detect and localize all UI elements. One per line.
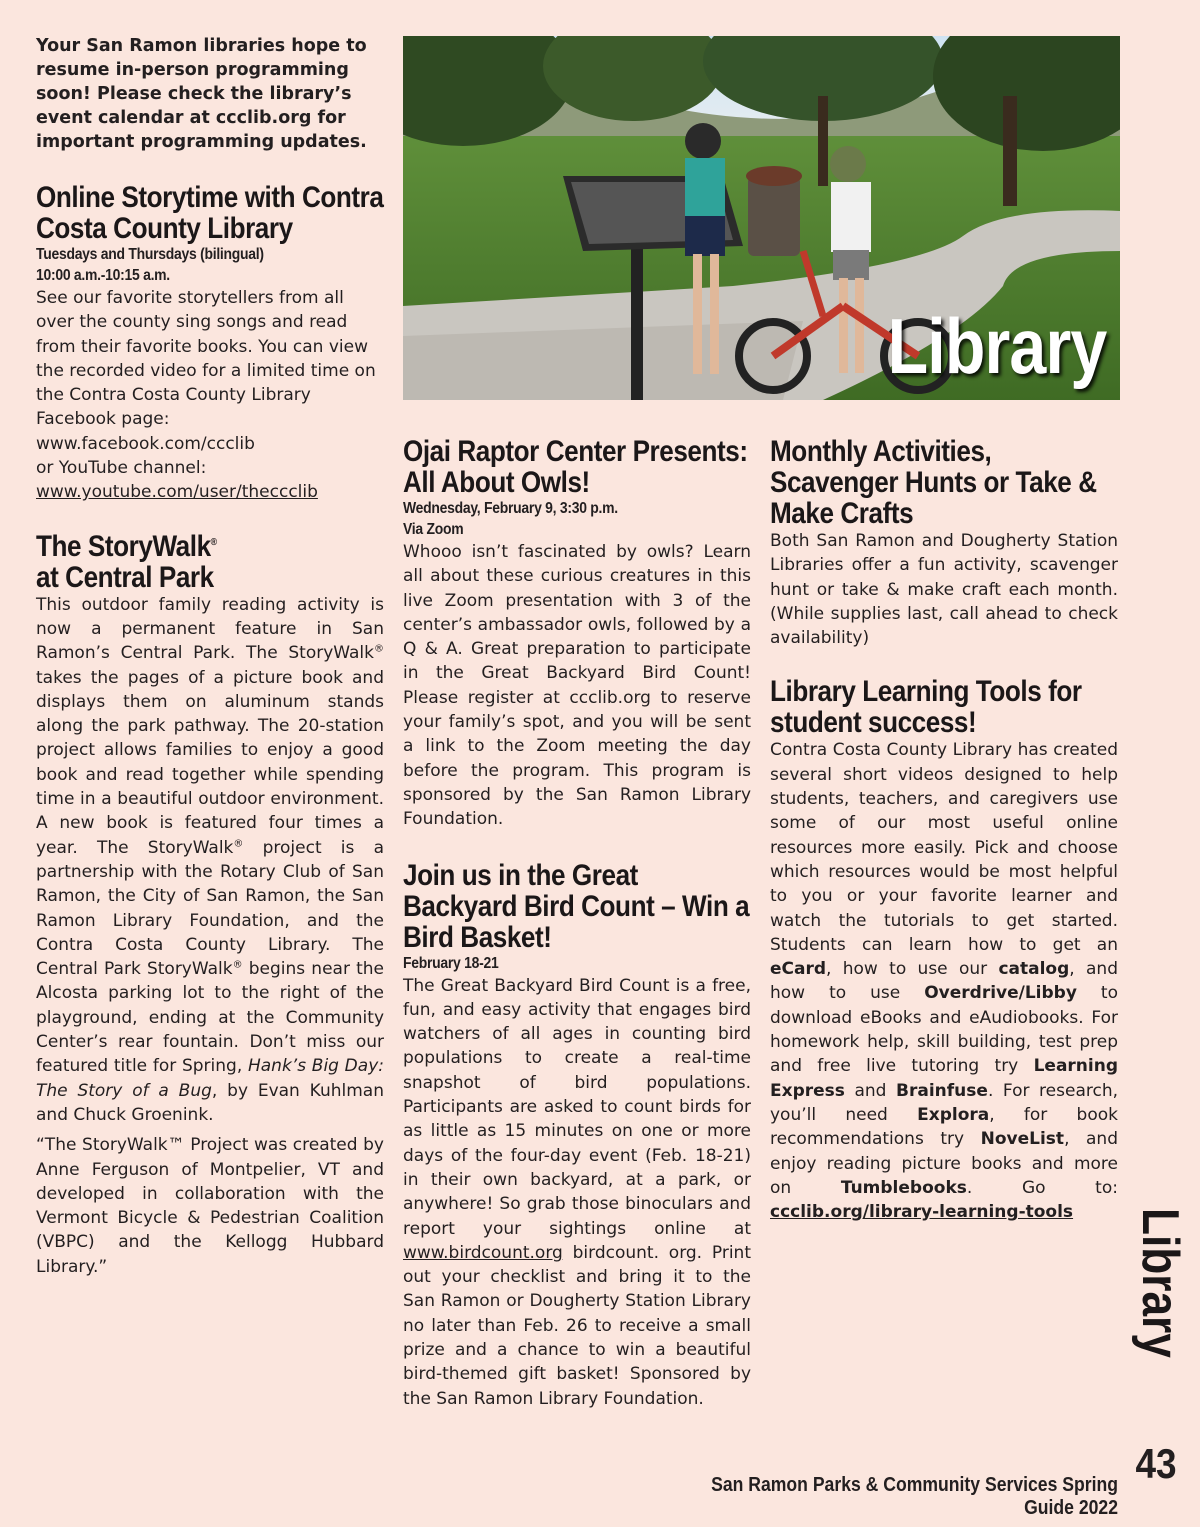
storywalk-text-2: takes the pages of a picture book and displays them on aluminum stands along the park pathway. The 20-station project allows families to enjoy a good book and read together while spending time in a beautiful outdoor environment. A new book is featured four times a year. The StoryWalk <box>36 667 384 858</box>
storywalk-quote: “The StoryWalk™ Project was created by Anne Ferguson of Montpelier, VT and developed in collaboration with the Vermont Bicycle & Pedestrian Coalition (VBPC) and the Kellogg Hubbard Library.” <box>36 1135 384 1277</box>
page-number: 43 <box>1135 1440 1177 1487</box>
storywalk-heading-reg: ® <box>210 536 217 548</box>
owls-date: Wednesday, February 9, 3:30 p.m. <box>403 500 618 517</box>
storywalk-section <box>36 531 384 1279</box>
learning-tools-link[interactable]: ccclib.org/library-learning-tools <box>770 1202 1074 1223</box>
intro-notice: Your San Ramon libraries hope to resume in-person programming soon! Please check the library’s event calendar at ccclib.org for important programming updates. <box>36 36 367 152</box>
novelist-term: NoveList <box>980 1129 1065 1150</box>
photo-title: Library <box>887 302 1106 390</box>
overdrive-term: Overdrive/Libby <box>924 983 1077 1004</box>
storytime-section <box>36 182 384 505</box>
reg-mark: ® <box>233 837 244 849</box>
tools-text: Contra Costa County Library has created several short videos designed to help students, teachers, and caregivers use some of our most useful online resources more easily. Pick and choose which resources would be most helpful to you or your favorite learner and watch the tutorials to get started. Students can learn how to get an <box>770 740 1118 955</box>
storytime-text: See our favorite storytellers from all over the county sing songs and read from their favorite books. You can view the recorded video for a limited time on the Contra Costa County Library Facebook page: www.facebook.com/ccclib <box>36 288 376 454</box>
explora-term: Explora <box>917 1104 990 1125</box>
birdcount-date: February 18-21 <box>403 954 499 972</box>
tools-text: and <box>844 1080 897 1101</box>
header-photo <box>403 36 1120 400</box>
ecard-term: eCard <box>770 959 827 980</box>
monthly-body: Both San Ramon and Dougherty Station Libraries offer a fun activity, scavenger hunt or take & make craft each month. (While supplies last, call ahead to check availability) <box>770 531 1118 649</box>
birdcount-text-2: birdcount. org. Print out your checklist and bring it to the San Ramon or Dougherty Station Library no later than Feb. 26 to receive a small prize and a chance to win a beautiful bird-themed gift basket! Sponsored by the San Ramon Library Foundation. <box>403 1242 751 1409</box>
owls-heading: Ojai Raptor Center Presents: All About Owls! <box>403 435 748 499</box>
birdcount-body <box>403 974 751 1411</box>
storywalk-text-5: , by Evan Kuhlman and Chuck Groenink. <box>36 1080 384 1125</box>
tools-section <box>770 676 1118 1224</box>
owls-venue: Via Zoom <box>403 521 464 538</box>
birdcount-section <box>403 860 751 1411</box>
reg-mark: ® <box>374 643 384 655</box>
tools-text: . Go to: <box>966 1177 1118 1198</box>
footer-publication: San Ramon Parks & Community Services Spring Guide 2022 <box>711 1474 1118 1519</box>
youtube-link[interactable]: www.youtube.com/user/theccclib <box>36 482 318 503</box>
birdcount-link[interactable]: www.birdcount.org <box>403 1242 563 1263</box>
left-column <box>36 34 384 1291</box>
tools-text: to download eBooks and eAudiobooks. For homework help, skill building, test prep and free live tutoring try <box>770 983 1118 1077</box>
youtube-prefix: or YouTube channel: <box>36 458 207 479</box>
brainfuse-term: Brainfuse <box>896 1080 988 1101</box>
tools-text: . For research, you’ll need <box>770 1080 1118 1125</box>
monthly-section <box>770 436 1118 650</box>
storywalk-heading-b: at Central Park <box>36 560 214 594</box>
tools-text: , and how to use <box>770 959 1118 1004</box>
storywalk-text-3: project is a partnership with the Rotary Club of San Ramon, the City of San Ramon, the San Ramon Library Foundation, and the Contra Costa County Library. The Central Park StoryWalk <box>36 837 384 980</box>
storywalk-text-1: This outdoor family reading activity is now a permanent feature in San Ramon’s Central Park. The StoryWalk <box>36 594 384 664</box>
tools-heading: Library Learning Tools for student success! <box>770 675 1082 740</box>
storytime-body <box>36 286 384 505</box>
storytime-heading: Online Storytime with Contra Costa County Library <box>36 181 384 245</box>
right-column <box>770 436 1118 1236</box>
catalog-term: catalog <box>998 959 1070 980</box>
storytime-schedule: Tuesdays and Thursdays (bilingual) <box>36 246 264 263</box>
monthly-heading: Monthly Activities, Scavenger Hunts or Take & Make Crafts <box>770 435 1097 530</box>
section-side-tab <box>1131 1208 1190 1368</box>
side-tab-label: Library <box>1131 1208 1189 1358</box>
storywalk-text-4: begins near the Alcosta parking lot to the right of the playground, ending at the Community Center’s rear fountain. Don’t miss our featured title for Spring, <box>36 959 384 1077</box>
tumblebooks-term: Tumblebooks <box>840 1177 967 1198</box>
tools-text: , how to use our <box>826 959 999 980</box>
tools-text: , and enjoy reading picture books and more on <box>770 1129 1118 1198</box>
birdcount-heading: Join us in the Great Backyard Bird Count – Win a Bird Basket! <box>403 858 750 954</box>
storywalk-body <box>36 593 384 1128</box>
storywalk-heading <box>36 531 384 593</box>
storywalk-heading-a: The StoryWalk <box>36 529 211 563</box>
owls-body: Whooo isn’t fascinated by owls? Learn all about these curious creatures in this live Zoom presentation with 3 of the center’s ambassador owls, followed by a Q & A. Great preparation to participate in the Great Backyard Bird Count! Please register at ccclib.org to reserve your family’s spot, and you will be sent a link to the Zoom meeting the day before the program. This program is sponsored by the San Ramon Library Foundation. <box>403 542 751 830</box>
middle-column <box>403 436 751 1423</box>
tools-text: , for book recommendations try <box>770 1104 1118 1150</box>
featured-book-title: Hank’s Big Day: The Story of a Bug <box>36 1056 384 1101</box>
learning-express-term: Learning Express <box>770 1056 1118 1101</box>
tools-body <box>770 738 1118 1224</box>
birdcount-text-1: The Great Backyard Bird Count is a free, fun, and easy activity that engages bird watchers of all ages in counting bird populations to create a real-time snapshot of bird populations. Participants are asked to count birds for as little as 15 minutes on one or more days of the four-day event (Feb. 18-21) in their own backyard, at a park, or anywhere! So grab those binoculars and report your sightings online at <box>403 975 751 1239</box>
storytime-time: 10:00 a.m.-10:15 a.m. <box>36 267 170 284</box>
reg-mark: ® <box>232 959 243 971</box>
owls-section <box>403 436 751 832</box>
